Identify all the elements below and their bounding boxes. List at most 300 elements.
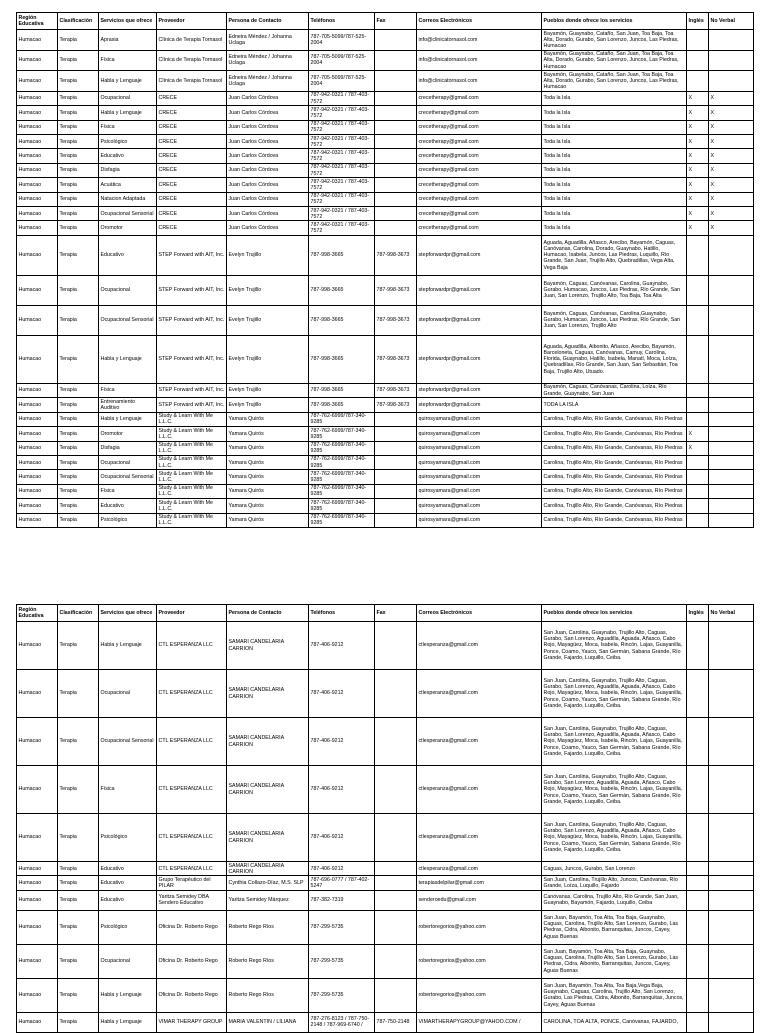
- ingles-cell: [687, 876, 709, 890]
- persona-cell: Yamara Quirós: [227, 470, 309, 484]
- proveedor-cell: CRECE: [157, 106, 227, 120]
- proveedor-cell: CTL ESPERANZA LLC: [157, 814, 227, 862]
- correo-cell: quirosyamara@gmail.com: [417, 455, 542, 469]
- persona-cell: Edneira Méndez / Johanna Uclaga: [227, 30, 309, 51]
- correo-cell: senderoedu@gmail.com: [417, 890, 542, 910]
- pueblos-cell: San Juan, Carolina, Guaynabo, Trujillo Alto, Caguas, Gurabo, San Lorenzo, Aguadilla, Aguada, Añasco, Cabo Rojo, Mayagüez, Moca, Isabela, Rincón, Lajas, Guayanilla, Ponce, Coamo, Yauco, San Germán, Sabana Grande, Río Grande, Fajardo, Luquillo, Ceiba.: [542, 718, 687, 766]
- clasificacion-cell: Terapia: [58, 513, 99, 527]
- servicio-cell: Habla y Lenguaje: [99, 412, 157, 426]
- ingles-cell: [687, 484, 709, 498]
- telefono-cell: 787-705-5099/787-525-2004: [309, 30, 375, 51]
- telefono-cell: 787-762-6999/787-340-9285: [309, 412, 375, 426]
- proveedor-cell: STEP Forward with AIT, Inc.: [157, 235, 227, 275]
- fax-cell: [375, 120, 417, 134]
- fax-cell: 787-750-2148: [375, 1012, 417, 1032]
- region-cell: Humacao: [17, 106, 58, 120]
- ingles-cell: [687, 766, 709, 814]
- persona-cell: Juan Carlos Córdova: [227, 106, 309, 120]
- servicio-cell: Física: [99, 50, 157, 71]
- pueblos-cell: San Juan, Carolina, Guaynabo, Trujillo Alto, Caguas, Gurabo, San Lorenzo, Aguadilla, Aguada, Añasco, Cabo Rojo, Mayagüez, Moca, Isabela, Rincón, Lajas, Guayanilla, Ponce, Coamo, Yauco, San Germán, Sabana Grande, Río Grande, Fajardo, Luquillo, Ceiba.: [542, 670, 687, 718]
- telefono-cell: 787-942-0321 / 787-403-7572: [309, 120, 375, 134]
- ingles-cell: [687, 412, 709, 426]
- fax-cell: [375, 91, 417, 105]
- fax-cell: 787-998-3673: [375, 305, 417, 335]
- no-verbal-cell: [709, 235, 754, 275]
- pueblos-cell: Bayamón, Guaynabo, Cataño, San Juan, Toa Baja, Toa Alta, Dorado, Gurabo, San Lorenzo, Juncos, Las Piedras, Humacao: [542, 71, 687, 92]
- correo-cell: crecetherapy@gmail.com: [417, 163, 542, 177]
- telefono-cell: 787-382-7319: [309, 890, 375, 910]
- pueblos-cell: Bayamón, Guaynabo, Cataño, San Juan, Toa Baja, Toa Alta, Dorado, Gurabo, San Lorenzo, Juncos, Las Piedras, Humacao: [542, 30, 687, 51]
- telefono-cell: 787-942-0321 / 787-403-7572: [309, 135, 375, 149]
- ingles-cell: X: [687, 178, 709, 192]
- servicio-cell: Psicológico: [99, 135, 157, 149]
- region-cell: Humacao: [17, 135, 58, 149]
- no-verbal-cell: [709, 398, 754, 412]
- fax-cell: [375, 890, 417, 910]
- proveedor-cell: Study & Learn With Me L.L.C.: [157, 412, 227, 426]
- clasificacion-cell: Terapia: [58, 275, 99, 305]
- header-servicios: Servicios que ofrece: [99, 605, 157, 622]
- correo-cell: ctlesperanza@gmail.com: [417, 622, 542, 670]
- proveedor-cell: CTL ESPERANZA LLC: [157, 670, 227, 718]
- persona-cell: SAMARI CANDELARIA CARRION: [227, 718, 309, 766]
- no-verbal-cell: [709, 305, 754, 335]
- fax-cell: [375, 944, 417, 978]
- region-cell: Humacao: [17, 427, 58, 441]
- ingles-cell: X: [687, 427, 709, 441]
- region-cell: Humacao: [17, 178, 58, 192]
- pueblos-cell: Carolina, Trujillo Alto, Río Grande, Canóvanas, Río Piedras: [542, 484, 687, 498]
- region-cell: Humacao: [17, 441, 58, 455]
- telefono-cell: 787-762-6999/787-340-9285: [309, 470, 375, 484]
- clasificacion-cell: Terapia: [58, 135, 99, 149]
- proveedor-cell: CRECE: [157, 178, 227, 192]
- header-persona: Persona de Contacto: [227, 605, 309, 622]
- pueblos-cell: Toda la Isla: [542, 192, 687, 206]
- fax-cell: [375, 876, 417, 890]
- no-verbal-cell: X: [709, 221, 754, 235]
- servicio-cell: Física: [99, 484, 157, 498]
- table-row: [17, 470, 754, 484]
- pueblos-cell: Carolina, Trujillo Alto, Río Grande, Canóvanas, Río Piedras: [542, 412, 687, 426]
- fax-cell: [375, 50, 417, 71]
- fax-cell: [375, 622, 417, 670]
- pueblos-cell: Carolina, Trujillo Alto, Río Grande, Canóvanas, Río Piedras: [542, 499, 687, 513]
- proveedor-cell: CTL ESPERANZA LLC: [157, 766, 227, 814]
- clasificacion-cell: Terapia: [58, 120, 99, 134]
- header-pueblos: Pueblos donde ofrece los servicios: [542, 13, 687, 30]
- region-cell: Humacao: [17, 305, 58, 335]
- proveedor-cell: Study & Learn With Me L.L.C.: [157, 455, 227, 469]
- provider-table-2: [16, 604, 754, 1033]
- ingles-cell: [687, 235, 709, 275]
- pueblos-cell: Bayamón, Caguas, Canóvanas, Carolina,Guaynabo, Gurabo, Humacao, Juncos, Las Piedras, Río Grande, San Juan, San Lorenzo, Trujillo Alto: [542, 305, 687, 335]
- persona-cell: MARIA VALENTIN / LILIANA: [227, 1012, 309, 1032]
- servicio-cell: Habla y Lenguaje: [99, 71, 157, 92]
- proveedor-cell: Study & Learn With Me L.L.C.: [157, 427, 227, 441]
- persona-cell: SAMARI CANDELARIA CARRION: [227, 862, 309, 876]
- table-row: [17, 876, 754, 890]
- correo-cell: terapiasdelpilar@gmail.com: [417, 876, 542, 890]
- correo-cell: quirosyamara@gmail.com: [417, 412, 542, 426]
- servicio-cell: Habla y Lenguaje: [99, 978, 157, 1012]
- table-body-1: [17, 30, 754, 528]
- servicio-cell: Ocupacional: [99, 455, 157, 469]
- proveedor-cell: Study & Learn With Me L.L.C.: [157, 499, 227, 513]
- pueblos-cell: San Juan, Carolina, Guaynabo, Trujillo Alto, Caguas, Gurabo, San Lorenzo, Aguadilla, Aguada, Añasco, Cabo Rojo, Mayagüez, Moca, Isabela, Rincón, Lajas, Guayanilla, Ponce, Coamo, Yauco, San Germán, Sabana Grande, Río Grande, Fajardo, Luquillo, Ceiba.: [542, 766, 687, 814]
- correo-cell: robertoregorios@yahoo.com: [417, 944, 542, 978]
- ingles-cell: [687, 1012, 709, 1032]
- clasificacion-cell: Terapia: [58, 305, 99, 335]
- servicio-cell: Ocupacional: [99, 670, 157, 718]
- region-cell: Humacao: [17, 149, 58, 163]
- correo-cell: crecetherapy@gmail.com: [417, 120, 542, 134]
- table-row: [17, 427, 754, 441]
- telefono-cell: 787-406-9212: [309, 766, 375, 814]
- table-row: [17, 1012, 754, 1032]
- header-telefonos: Teléfonos: [309, 13, 375, 30]
- telefono-cell: 787-299-5735: [309, 978, 375, 1012]
- table-row: [17, 441, 754, 455]
- no-verbal-cell: X: [709, 207, 754, 221]
- pueblos-cell: Toda la Isla: [542, 221, 687, 235]
- correo-cell: quirosyamara@gmail.com: [417, 513, 542, 527]
- region-cell: Humacao: [17, 120, 58, 134]
- telefono-cell: 787-998-3665: [309, 305, 375, 335]
- correo-cell: crecetherapy@gmail.com: [417, 192, 542, 206]
- proveedor-cell: Clínica de Terapia Tornasol: [157, 30, 227, 51]
- telefono-cell: 787-998-3665: [309, 383, 375, 397]
- header-clasificacion: Clasificación: [58, 605, 99, 622]
- table-row: [17, 178, 754, 192]
- header-correos: Correos Electrónicos: [417, 605, 542, 622]
- no-verbal-cell: [709, 499, 754, 513]
- clasificacion-cell: Terapia: [58, 499, 99, 513]
- table-row: [17, 207, 754, 221]
- proveedor-cell: CRECE: [157, 163, 227, 177]
- region-cell: Humacao: [17, 718, 58, 766]
- header-persona: Persona de Contacto: [227, 13, 309, 30]
- servicio-cell: Ocupacional Sensorial: [99, 470, 157, 484]
- header-pueblos: Pueblos donde ofrece los servicios: [542, 605, 687, 622]
- persona-cell: Yamara Quirós: [227, 441, 309, 455]
- no-verbal-cell: [709, 670, 754, 718]
- servicio-cell: Educativo: [99, 862, 157, 876]
- correo-cell: ctlesperanza@gmail.com: [417, 766, 542, 814]
- correo-cell: crecetherapy@gmail.com: [417, 149, 542, 163]
- pueblos-cell: Toda la Isla: [542, 135, 687, 149]
- table-row: [17, 235, 754, 275]
- proveedor-cell: Study & Learn With Me L.L.C.: [157, 441, 227, 455]
- persona-cell: Evelyn Trujillo: [227, 383, 309, 397]
- no-verbal-cell: X: [709, 91, 754, 105]
- fax-cell: [375, 427, 417, 441]
- clasificacion-cell: Terapia: [58, 178, 99, 192]
- no-verbal-cell: [709, 484, 754, 498]
- region-cell: Humacao: [17, 192, 58, 206]
- correo-cell: info@clinicatornasol.com: [417, 50, 542, 71]
- region-cell: Humacao: [17, 944, 58, 978]
- proveedor-cell: Clínica de Terapia Tornasol: [157, 50, 227, 71]
- table-row: [17, 383, 754, 397]
- telefono-cell: 787-998-3665: [309, 335, 375, 383]
- clasificacion-cell: Terapia: [58, 876, 99, 890]
- table-row: [17, 670, 754, 718]
- no-verbal-cell: X: [709, 135, 754, 149]
- clasificacion-cell: Terapia: [58, 944, 99, 978]
- ingles-cell: [687, 944, 709, 978]
- proveedor-cell: Grupo Terapéutico del PILAR: [157, 876, 227, 890]
- no-verbal-cell: [709, 862, 754, 876]
- persona-cell: Evelyn Trujillo: [227, 305, 309, 335]
- pueblos-cell: Caguas, Juncos, Gurabo, San Lorenzo: [542, 862, 687, 876]
- clasificacion-cell: Terapia: [58, 335, 99, 383]
- ingles-cell: X: [687, 441, 709, 455]
- telefono-cell: 787-762-6999/787-340-9285: [309, 499, 375, 513]
- correo-cell: ctlesperanza@gmail.com: [417, 814, 542, 862]
- header-no-verbal: No Verbal: [709, 605, 754, 622]
- no-verbal-cell: [709, 412, 754, 426]
- fax-cell: [375, 412, 417, 426]
- persona-cell: SAMARI CANDELARIA CARRION: [227, 814, 309, 862]
- ingles-cell: [687, 50, 709, 71]
- correo-cell: crecetherapy@gmail.com: [417, 207, 542, 221]
- region-cell: Humacao: [17, 814, 58, 862]
- proveedor-cell: Study & Learn With Me L.L.C.: [157, 470, 227, 484]
- fax-cell: [375, 513, 417, 527]
- ingles-cell: [687, 30, 709, 51]
- fax-cell: [375, 135, 417, 149]
- correo-cell: info@clinicatornasol.com: [417, 71, 542, 92]
- servicio-cell: Ocupacional: [99, 91, 157, 105]
- servicio-cell: Psicológico: [99, 910, 157, 944]
- proveedor-cell: CTL ESPERANZA LLC: [157, 862, 227, 876]
- persona-cell: Yamara Quirós: [227, 499, 309, 513]
- pueblos-cell: Carolina, Trujillo Alto, Río Grande, Canóvanas, Río Piedras: [542, 455, 687, 469]
- ingles-cell: X: [687, 106, 709, 120]
- header-correos: Correos Electrónicos: [417, 13, 542, 30]
- clasificacion-cell: Terapia: [58, 235, 99, 275]
- no-verbal-cell: X: [709, 106, 754, 120]
- servicio-cell: Oromotor: [99, 427, 157, 441]
- proveedor-cell: Oficina Dr. Roberto Rego: [157, 910, 227, 944]
- proveedor-cell: Study & Learn With Me L.L.C.: [157, 484, 227, 498]
- pueblos-cell: Aguada, Aguadilla, Aibonito, Añasco, Arecibo, Bayamón, Barceloneta, Caguas, Canóvanas, Camuy, Carolina, Florida, Guaynabo, Hatillo, Isabela, Manatí, Moca, Loíza, Quebradillas, Río Grande, San Juan, San Sebastián, Toa Baja, Trujillo Alto, Utuado.: [542, 335, 687, 383]
- region-cell: Humacao: [17, 412, 58, 426]
- region-cell: Humacao: [17, 383, 58, 397]
- proveedor-cell: CRECE: [157, 221, 227, 235]
- region-cell: Humacao: [17, 455, 58, 469]
- servicio-cell: Educativo: [99, 149, 157, 163]
- header-ingles: Inglés: [687, 605, 709, 622]
- fax-cell: 787-998-3673: [375, 235, 417, 275]
- pueblos-cell: Toda la Isla: [542, 207, 687, 221]
- table-row: [17, 412, 754, 426]
- correo-cell: crecetherapy@gmail.com: [417, 178, 542, 192]
- no-verbal-cell: [709, 513, 754, 527]
- ingles-cell: [687, 71, 709, 92]
- ingles-cell: [687, 335, 709, 383]
- region-cell: Humacao: [17, 470, 58, 484]
- ingles-cell: [687, 622, 709, 670]
- table-row: [17, 71, 754, 92]
- ingles-cell: [687, 670, 709, 718]
- table-row: [17, 135, 754, 149]
- servicio-cell: Ocupacional Sensorial: [99, 207, 157, 221]
- no-verbal-cell: [709, 455, 754, 469]
- table-row: [17, 814, 754, 862]
- servicio-cell: Psicológico: [99, 814, 157, 862]
- region-cell: Humacao: [17, 163, 58, 177]
- fax-cell: [375, 221, 417, 235]
- ingles-cell: X: [687, 163, 709, 177]
- persona-cell: Yamara Quirós: [227, 513, 309, 527]
- correo-cell: ctlesperanza@gmail.com: [417, 862, 542, 876]
- ingles-cell: [687, 499, 709, 513]
- proveedor-cell: VIMAR THERAPY GROUP: [157, 1012, 227, 1032]
- proveedor-cell: Clínica de Terapia Tornasol: [157, 71, 227, 92]
- clasificacion-cell: Terapia: [58, 766, 99, 814]
- persona-cell: Juan Carlos Córdova: [227, 91, 309, 105]
- persona-cell: Roberto Rego Ríos: [227, 978, 309, 1012]
- table-row: [17, 910, 754, 944]
- ingles-cell: X: [687, 135, 709, 149]
- clasificacion-cell: Terapia: [58, 427, 99, 441]
- servicio-cell: Educativo: [99, 890, 157, 910]
- servicio-cell: Física: [99, 766, 157, 814]
- ingles-cell: [687, 470, 709, 484]
- correo-cell: quirosyamara@gmail.com: [417, 499, 542, 513]
- ingles-cell: X: [687, 221, 709, 235]
- region-cell: Humacao: [17, 484, 58, 498]
- clasificacion-cell: Terapia: [58, 978, 99, 1012]
- region-cell: Humacao: [17, 50, 58, 71]
- persona-cell: Edneira Méndez / Johanna Uclaga: [227, 71, 309, 92]
- pueblos-cell: San Juan, Bayamón, Toa Alta, Toa Baja, Guaynabo, Caguas, Carolina, Trujillo Alto, San Lorenzo, Gurabo, Las Piedras, Cidra, Aibonito, Barranquitas, Juncos, Cayey, Aguas Buenas: [542, 910, 687, 944]
- persona-cell: Yaritza Semidey Márquez: [227, 890, 309, 910]
- fax-cell: [375, 470, 417, 484]
- telefono-cell: 787-998-3665: [309, 398, 375, 412]
- ingles-cell: [687, 718, 709, 766]
- pueblos-cell: Carolina, Trujillo Alto, Río Grande, Canóvanas, Río Piedras: [542, 470, 687, 484]
- correo-cell: stepforwardpr@gmail.com: [417, 383, 542, 397]
- persona-cell: Roberto Rego Ríos: [227, 910, 309, 944]
- persona-cell: Juan Carlos Córdova: [227, 207, 309, 221]
- no-verbal-cell: X: [709, 163, 754, 177]
- servicio-cell: Natacion Adaptada: [99, 192, 157, 206]
- proveedor-cell: STEP Forward with AIT, Inc.: [157, 335, 227, 383]
- fax-cell: [375, 163, 417, 177]
- proveedor-cell: STEP Forward with AIT, Inc.: [157, 275, 227, 305]
- telefono-cell: 787-998-3665: [309, 235, 375, 275]
- fax-cell: [375, 862, 417, 876]
- correo-cell: robertoregorios@yahoo.com: [417, 910, 542, 944]
- proveedor-cell: STEP Forward with AIT, Inc.: [157, 383, 227, 397]
- servicio-cell: Física: [99, 120, 157, 134]
- table-row: [17, 766, 754, 814]
- servicio-cell: Habla y Lenguaje: [99, 1012, 157, 1032]
- no-verbal-cell: [709, 890, 754, 910]
- clasificacion-cell: Terapia: [58, 470, 99, 484]
- pueblos-cell: Bayamón, Caguas, Canóvanas, Carolina, Loíza, Río Grande, Guaynabo, San Juan: [542, 383, 687, 397]
- servicio-cell: Habla y Lenguaje: [99, 335, 157, 383]
- no-verbal-cell: [709, 814, 754, 862]
- telefono-cell: 787-942-0321 / 787-403-7572: [309, 149, 375, 163]
- no-verbal-cell: X: [709, 120, 754, 134]
- header-proveedor: Proveedor: [157, 605, 227, 622]
- telefono-cell: 787-696-0777 / 787-402-5247: [309, 876, 375, 890]
- persona-cell: Juan Carlos Córdova: [227, 192, 309, 206]
- correo-cell: crecetherapy@gmail.com: [417, 106, 542, 120]
- table-row: [17, 862, 754, 876]
- persona-cell: Evelyn Trujillo: [227, 275, 309, 305]
- proveedor-cell: CTL ESPERANZA LLC: [157, 718, 227, 766]
- pueblos-cell: Bayamón, Guaynabo, Cataño, San Juan, Toa Baja, Toa Alta, Dorado, Gurabo, San Lorenzo, Juncos, Las Piedras, Humacao: [542, 50, 687, 71]
- clasificacion-cell: Terapia: [58, 718, 99, 766]
- correo-cell: info@clinicatornasol.com: [417, 30, 542, 51]
- table-row: [17, 163, 754, 177]
- telefono-cell: 787-762-6999/787-340-9285: [309, 484, 375, 498]
- telefono-cell: 787-762-6999/787-340-9285: [309, 455, 375, 469]
- region-cell: Humacao: [17, 275, 58, 305]
- no-verbal-cell: [709, 441, 754, 455]
- telefono-cell: 787-942-0321 / 787-403-7572: [309, 192, 375, 206]
- correo-cell: quirosyamara@gmail.com: [417, 470, 542, 484]
- proveedor-cell: Oficina Dr. Roberto Rego: [157, 978, 227, 1012]
- telefono-cell: 787-942-0321 / 787-403-7572: [309, 207, 375, 221]
- persona-cell: Juan Carlos Córdova: [227, 120, 309, 134]
- table-row: [17, 149, 754, 163]
- no-verbal-cell: [709, 383, 754, 397]
- no-verbal-cell: [709, 71, 754, 92]
- pueblos-cell: Toda la Isla: [542, 91, 687, 105]
- pueblos-cell: TODA LA ISLA: [542, 398, 687, 412]
- region-cell: Humacao: [17, 91, 58, 105]
- header-no-verbal: No Verbal: [709, 13, 754, 30]
- fax-cell: [375, 766, 417, 814]
- spreadsheet-page-2: [16, 604, 753, 1033]
- table-row: [17, 484, 754, 498]
- fax-cell: [375, 499, 417, 513]
- servicio-cell: Oromotor: [99, 221, 157, 235]
- persona-cell: Edneira Méndez / Johanna Uclaga: [227, 50, 309, 71]
- clasificacion-cell: Terapia: [58, 890, 99, 910]
- telefono-cell: 787-406-9212: [309, 814, 375, 862]
- servicio-cell: Habla y Lenguaje: [99, 622, 157, 670]
- clasificacion-cell: Terapia: [58, 91, 99, 105]
- persona-cell: Juan Carlos Córdova: [227, 221, 309, 235]
- persona-cell: Juan Carlos Córdova: [227, 163, 309, 177]
- clasificacion-cell: Terapia: [58, 670, 99, 718]
- no-verbal-cell: [709, 944, 754, 978]
- table-row: [17, 120, 754, 134]
- telefono-cell: 787-705-5099/787-525-2004: [309, 71, 375, 92]
- telefono-cell: 787-942-0321 / 787-403-7572: [309, 163, 375, 177]
- clasificacion-cell: Terapia: [58, 163, 99, 177]
- fax-cell: [375, 30, 417, 51]
- region-cell: Humacao: [17, 235, 58, 275]
- telefono-cell: 787-705-5099/787-525-2004: [309, 50, 375, 71]
- pueblos-cell: Toda la Isla: [542, 163, 687, 177]
- clasificacion-cell: Terapia: [58, 71, 99, 92]
- region-cell: Humacao: [17, 862, 58, 876]
- clasificacion-cell: Terapia: [58, 149, 99, 163]
- persona-cell: Evelyn Trujillo: [227, 398, 309, 412]
- fax-cell: [375, 106, 417, 120]
- table-row: [17, 305, 754, 335]
- proveedor-cell: CRECE: [157, 91, 227, 105]
- servicio-cell: Ocupacional Sensorial: [99, 718, 157, 766]
